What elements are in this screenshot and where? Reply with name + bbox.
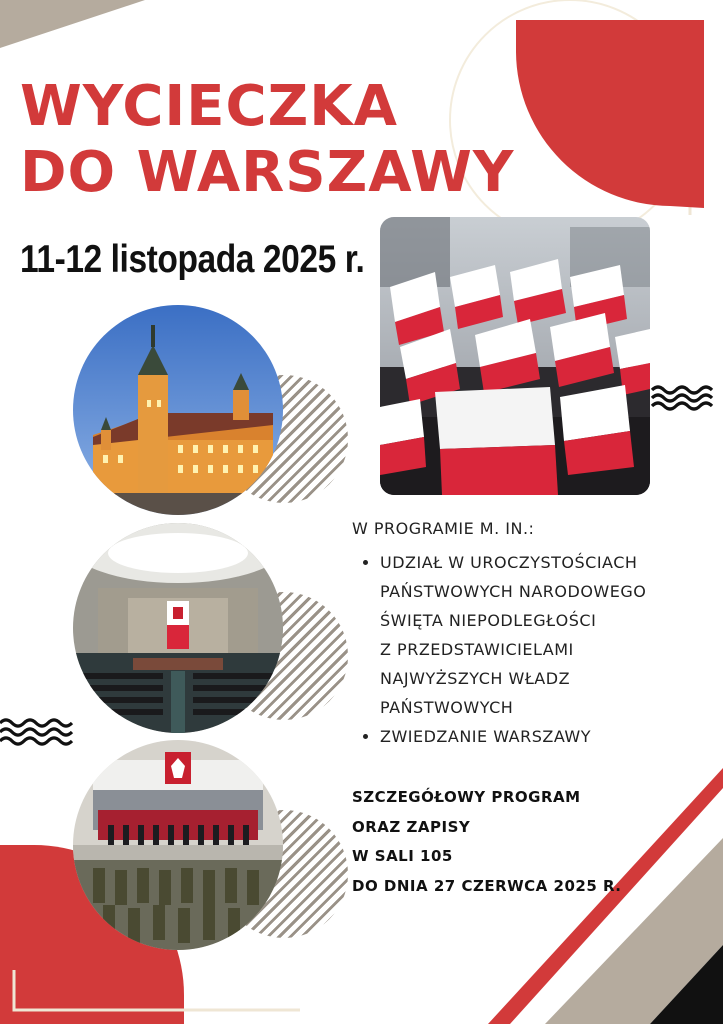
wavy-lines-left bbox=[0, 720, 72, 744]
royal-castle-photo bbox=[73, 305, 283, 515]
details-line: DO DNIA 27 CZERWCA 2025 R. bbox=[352, 876, 622, 895]
ceremony-photo bbox=[73, 740, 283, 950]
parliament-hall-illustration bbox=[73, 523, 283, 733]
ceremony-illustration bbox=[73, 740, 283, 950]
program-item-line: • ZWIEDZANIE WARSZAWY bbox=[380, 727, 592, 746]
program-list bbox=[352, 548, 712, 751]
event-date: 11-12 listopada 2025 r. bbox=[20, 238, 365, 281]
program-item-line: PAŃSTWOWYCH bbox=[380, 698, 514, 717]
parliament-hall-photo bbox=[73, 523, 283, 733]
poster-title bbox=[20, 74, 514, 206]
program-item-line: • UDZIAŁ W UROCZYSTOŚCIACH bbox=[380, 553, 638, 572]
wavy-lines-right bbox=[652, 387, 712, 409]
royal-castle-illustration bbox=[73, 305, 283, 515]
program-item-sightseeing bbox=[380, 722, 712, 751]
program-item-line: ŚWIĘTA NIEPODLEGŁOŚCI bbox=[380, 611, 597, 630]
top-right-red-shape bbox=[516, 20, 704, 208]
program-item-line: Z PRZEDSTAWICIELAMI bbox=[380, 640, 574, 659]
program-section bbox=[352, 518, 712, 751]
flag-march-photo bbox=[380, 217, 650, 495]
details-line: W SALI 105 bbox=[352, 847, 453, 865]
top-left-corner-shape bbox=[0, 0, 145, 48]
details-line: SZCZEGÓŁOWY PROGRAM bbox=[352, 788, 581, 806]
details-line: ORAZ ZAPISY bbox=[352, 817, 471, 836]
program-item-ceremonies bbox=[380, 548, 712, 722]
flag-march-illustration bbox=[380, 217, 650, 495]
title-line-2: DO WARSZAWY bbox=[20, 140, 515, 205]
title-line-1: WYCIECZKA bbox=[20, 74, 398, 139]
program-item-line: PAŃSTWOWYCH NARODOWEGO bbox=[380, 582, 647, 601]
signup-details bbox=[352, 783, 622, 901]
program-heading: W PROGRAMIE M. IN.: bbox=[352, 519, 535, 538]
program-item-line: NAJWYŻSZYCH WŁADZ bbox=[380, 669, 571, 688]
